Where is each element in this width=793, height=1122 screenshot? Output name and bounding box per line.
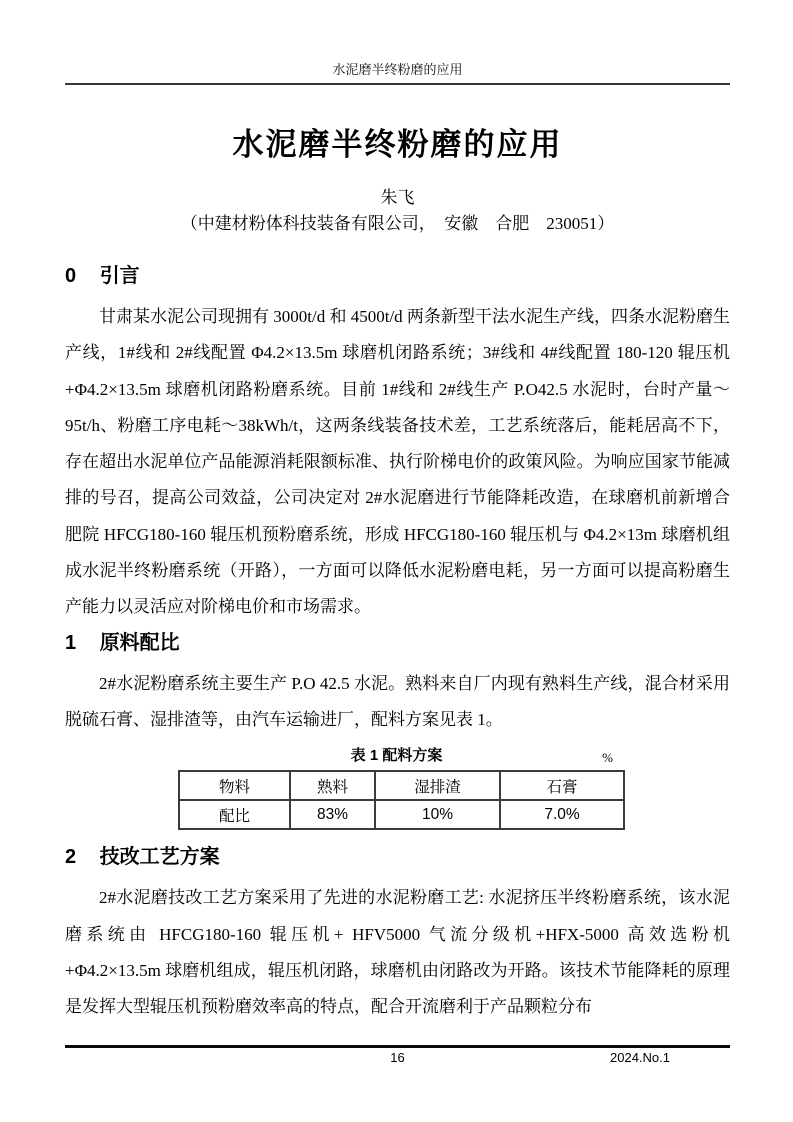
table-row [179, 800, 624, 829]
section-number: 1 [65, 631, 77, 654]
section-heading-2 [65, 844, 730, 870]
table-header-cell: 石膏 [500, 771, 624, 800]
table1-caption-row [178, 746, 615, 766]
table-cell: 83% [290, 800, 375, 829]
table-header-cell: 湿排渣 [375, 771, 500, 800]
section-heading-1 [65, 630, 730, 656]
running-head: 水泥磨半终粉磨的应用 [332, 62, 463, 77]
table-cell: 10% [375, 800, 500, 829]
table-row [179, 771, 624, 800]
table-header-cell: 熟料 [290, 771, 375, 800]
article-title: 水泥磨半终粉磨的应用 [232, 127, 563, 162]
table-cell: 7.0% [500, 800, 624, 829]
paragraph: 甘肃某水泥公司现拥有 3000t/d 和 4500t/d 两条新型干法水泥生产线，四条水泥粉磨生产线，1#线和 2#线配置 Φ4.2×13.5m 球磨机闭路系统；3#线和 4#线配置 180-120 辊压机+Φ4.2×13.5m 球磨机闭路粉磨系统。目前 1#线和 2#线生产 P.O42.5 水泥时，台时产量～95t/h、粉磨工序电耗～38kWh/t，这两条线装备技术差，工艺系统落后，能耗居高不下，存在超出水泥单位产品能源消耗限额标准、执行阶梯电价的政策风险。为响应国家节能减排的号召，提高公司效益，公司决定对 2#水泥磨进行节能降耗改造，在球磨机前新增合肥院 HFCG180-160 辊压机预粉磨系统，形成 HFCG180-160 辊压机与 Φ4.2×13m 球磨机组成水泥半终粉磨系统（开路），一方面可以降低水泥粉磨电耗，另一方面可以提高粉磨生产能力以灵活应对阶梯电价和市场需求。 [65, 307, 730, 617]
footer-row [65, 1048, 730, 1068]
section-label: 技改工艺方案 [99, 846, 220, 869]
paragraph: 2#水泥磨技改工艺方案采用了先进的水泥粉磨工艺: 水泥挤压半终粉磨系统，该水泥磨系统由 HFCG180-160 辊压机+ HFV5000 气流分级机+HFX-5000 高效选粉机+Φ4.2×13.5m 球磨机组成，辊压机闭路，球磨机由闭路改为开路。该技术节能降耗的原理是发挥大型辊压机预粉磨效率高的特点，配合开流磨利于产品颗粒分布 [65, 888, 730, 1017]
table1 [178, 770, 625, 830]
header-rule [65, 83, 730, 85]
page-number: 16 [390, 1050, 405, 1065]
table1-unit: % [602, 750, 613, 766]
table-cell: 配比 [179, 800, 290, 829]
section-number: 2 [65, 846, 77, 869]
section-label: 引言 [99, 265, 140, 287]
section-heading-0 [65, 263, 730, 289]
paragraph: 2#水泥粉磨系统主要生产 P.O 42.5 水泥。熟料来自厂内现有熟料生产线，混合材采用脱硫石膏、湿排渣等，由汽车运输进厂，配料方案见表 1。 [65, 673, 730, 729]
author-name: 朱飞 [380, 188, 415, 207]
table1-caption: 表 1 配料方案 [350, 747, 443, 765]
table-header-cell: 物料 [179, 771, 290, 800]
table1-block [178, 746, 615, 830]
section-label: 原料配比 [99, 631, 180, 654]
author-affiliation: （中建材粉体科技装备有限公司， 安徽 合肥 230051） [180, 214, 615, 233]
issue-number: 2024.No.1 [610, 1050, 670, 1065]
page-footer [65, 1045, 730, 1068]
section-number: 0 [65, 265, 77, 287]
